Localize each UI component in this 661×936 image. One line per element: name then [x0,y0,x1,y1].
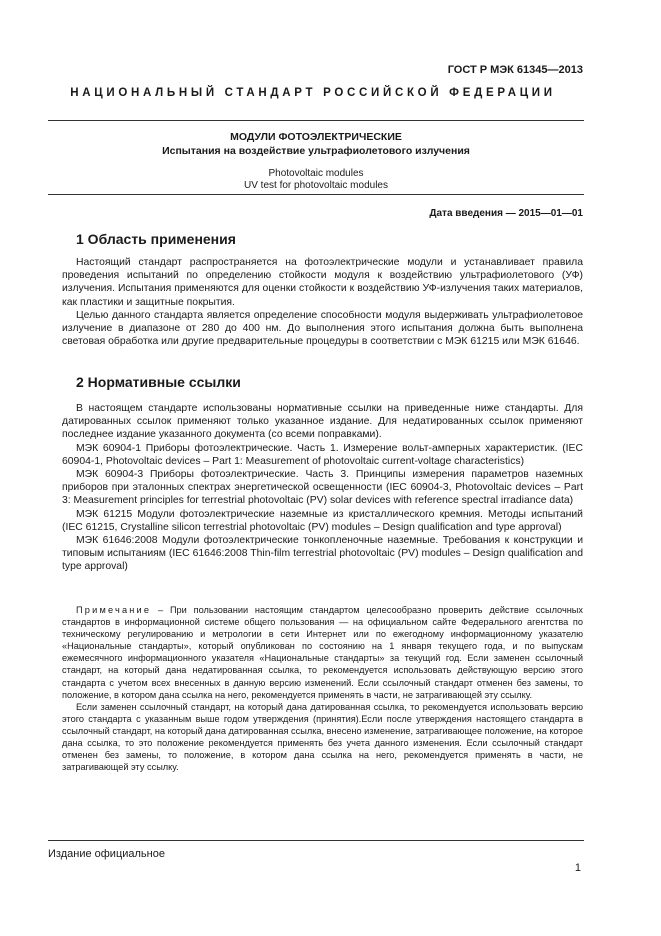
section-2-paragraph: В настоящем стандарте использованы нормативные ссылки на приведенные ниже стандарты. Для датированных ссылок применяют только указанное издание. Для недатированных ссылок применяют последнее издание указанного документа (со всеми поправками). [62,403,583,441]
footer-divider [48,840,584,841]
national-standard-heading: НАЦИОНАЛЬНЫЙ СТАНДАРТ РОССИЙСКОЙ ФЕДЕРАЦИИ [70,87,556,99]
reference-iec-61215: МЭК 61215 Модули фотоэлектрические наземные из кристаллического кремния. Методы испытаний (IEC 61215, Crystalline silicon terrestrial photovoltaic (PV) modules – Design qualification and type approval) [62,508,583,533]
title-ru-sub: Испытания на воздействие ультрафиолетового излучения [162,145,470,157]
title-block [48,130,584,192]
title-divider [48,194,584,195]
reference-iec-61646: МЭК 61646:2008 Модули фотоэлектрические тонкопленочные наземные. Требования к конструкции и типовым испытаниям (IEC 61646:2008 Thin-film terrestrial photovoltaic (PV) modules – Design qualification and type approval) [62,535,583,573]
title-en-main: Photovoltaic modules [268,168,364,179]
note-block [62,604,583,773]
section-2-heading: 2 Нормативные ссылки [76,374,241,390]
reference-iec-60904-1: МЭК 60904-1 Приборы фотоэлектрические. Часть 1. Измерение вольт-амперных характеристик. (IEC 60904-1, Photovoltaic devices – Part 1: Measurement of photovoltaic current-voltage characteristics) [62,442,583,467]
note-paragraph: Если заменен ссылочный стандарт, на который дана датированная ссылка, то рекомендуется использовать версию этого стандарта с указанным выше годом утверждения (принятия).Если после утверждения настоящего стандарта в ссылочный стандарт, на который дана датированная ссылка, внесено изменение, затрагивающее положение, на которое дана ссылка, то это положение рекомендуется применять без учета данного изменения. Если ссылочный стандарт отменен без замены, то положение, в котором дана ссылка на него, рекомендуется применять в части, не затрагивающей эту ссылку. [62,701,583,773]
section-1-paragraph: Целью данного стандарта является определение способности модуля выдерживать ультрафиолетовое излучение в диапазоне от 280 до 400 нм. До выполнения этого испытания должна быть выполнена световая обработка или другие предварительные процедуры в соответствии с МЭК 61215 или МЭК 61646. [62,309,583,348]
page-number: 1 [574,862,581,874]
section-2-body [62,402,583,574]
section-1-body [62,256,583,348]
note-label: Примечание [76,605,152,615]
top-divider [48,120,584,121]
edition-label: Издание официальное [48,848,165,860]
section-1-heading: 1 Область применения [76,231,236,247]
title-ru-main: МОДУЛИ ФОТОЭЛЕКТРИЧЕСКИЕ [230,131,402,143]
note-text: – При пользовании настоящим стандартом целесообразно проверить действие ссылочных стандартов в информационной системе общего пользования — на официальном сайте Федерального агентства по техническому регулированию и метрологии в сети Интернет или по ежегодному информационному указателю «Национальные стандарты», который опубликован по состоянию на 1 января текущего года, и по выпускам ежемесячного информационного указателя «Национальные стандарты» за текущий год. Если заменен ссылочный стандарт, на который дана недатированная ссылка, то рекомендуется использовать действующую версию этого стандарта с учетом всех внесенных в данную версию изменений. Если ссылочный стандарт отменен без замены, то положение, в котором дана ссылка на него, рекомендуется применять в части, не затрагивающей эту ссылку. [62,605,583,700]
document-number: ГОСТ Р МЭК 61345—2013 [447,64,583,76]
reference-iec-60904-3: МЭК 60904-3 Приборы фотоэлектрические. Часть 3. Принципы измерения параметров наземных приборов при эталонных спектрах энергетической освещенности (IEC 60904-3, Photovoltaic devices – Part 3: Measurement principles for terrestrial photovoltaic (PV) solar devices with reference spectral irradiance data) [62,469,583,507]
title-en-sub: UV test for photovoltaic modules [244,180,388,191]
effective-date: Дата введения — 2015—01—01 [429,208,583,219]
note-paragraph [62,604,583,701]
section-1-paragraph: Настоящий стандарт распространяется на фотоэлектрические модули и устанавливает правила проведения испытаний по определению стойкости модуля к воздействию ультрафиолетового (УФ) излучения. Испытания применяются для оценки стойкости к воздействию УФ-излучения таких материалов, как пластики и защитные покрытия. [62,257,583,308]
